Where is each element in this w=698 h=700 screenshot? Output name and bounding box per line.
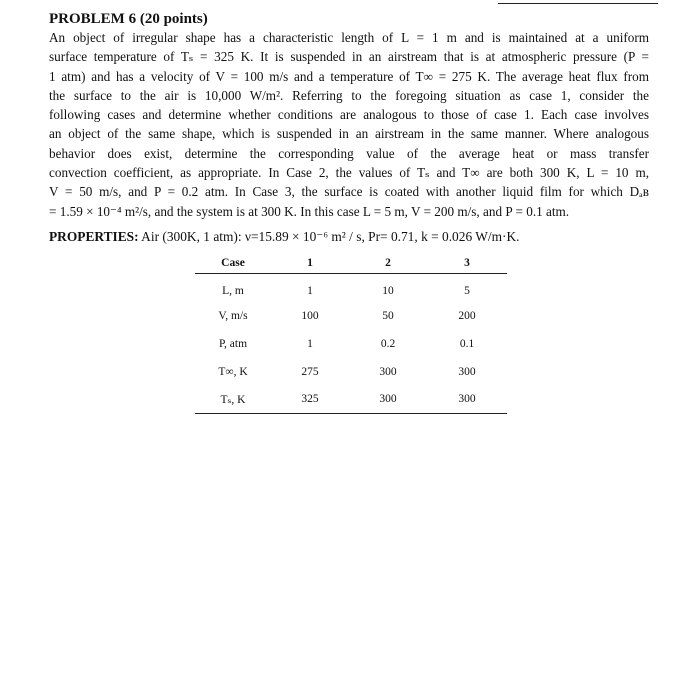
table-cell: 10 <box>382 284 394 297</box>
table-row <box>195 274 507 302</box>
header-case-2: 2 <box>385 257 391 269</box>
row-label: Tₛ, K <box>220 394 246 407</box>
table-cell: 50 <box>382 309 394 322</box>
table-cell: 300 <box>379 393 397 406</box>
header-case: Case <box>221 257 245 269</box>
table-cell: 100 <box>301 309 319 322</box>
statement-line: the surface to the air is 10,000 W/m². Referring to the foregoing situation as case 1, consider the <box>49 87 649 103</box>
problem-statement <box>49 28 649 221</box>
header-case-3: 3 <box>464 257 470 269</box>
problem-title: PROBLEM 6 (20 points) <box>49 11 208 27</box>
statement-line: behavior does exist, determine the corresponding value of the average heat or mass transfer <box>49 145 649 161</box>
statement-line: V = 50 m/s, and P = 0.2 atm. In Case 3, the surface is coated with another liquid film for which Dₐʙ <box>49 184 649 200</box>
header-case-1: 1 <box>307 257 313 269</box>
statement-line: = 1.59 × 10⁻⁴ m²/s, and the system is at 300 K. In this case L = 5 m, V = 200 m/s, and P = 0.1 atm. <box>49 203 570 219</box>
statement-line: convection coefficient, as appropriate. In Case 2, the values of Tₛ and T∞ are both 300 K, L = 10 m, <box>49 165 649 181</box>
row-label: L, m <box>222 284 244 297</box>
statement-line: surface temperature of Tₛ = 325 K. It is suspended in an airstream that is at atmospheric pressure (P = <box>49 49 649 65</box>
table-cell: 0.1 <box>459 337 475 350</box>
case-table <box>195 253 507 414</box>
table-row <box>195 302 507 330</box>
table-row <box>195 330 507 358</box>
properties-label: PROPERTIES: <box>49 229 139 244</box>
table-cell: 275 <box>301 365 319 378</box>
properties-text: Air (300K, 1 atm): ν=15.89 × 10⁻⁶ m² / s, Pr= 0.71, k = 0.026 W/m·K. <box>141 229 520 244</box>
table-cell: 1 <box>307 337 313 350</box>
statement-line: 1 atm) and has a velocity of V = 100 m/s and a temperature of T∞ = 275 K. The average heat flux from <box>49 68 649 84</box>
row-label: V, m/s <box>218 309 248 322</box>
table-row <box>195 386 507 414</box>
row-label: P, atm <box>218 337 248 350</box>
table-cell: 0.2 <box>380 337 396 350</box>
table-header-row <box>195 253 507 274</box>
row-label: T∞, K <box>218 365 248 378</box>
table-cell: 200 <box>458 309 476 322</box>
table-cell: 325 <box>301 393 319 406</box>
properties-line <box>49 229 520 245</box>
statement-line: following cases and determine whether conditions are analogous to those of case 1. Each case involves <box>49 107 649 123</box>
statement-line: An object of irregular shape has a characteristic length of L = 1 m and is maintained at a uniform <box>49 30 649 45</box>
statement-line: an object of the same shape, which is suspended in an airstream in the same manner. Where analogous <box>49 126 649 142</box>
table-cell: 1 <box>307 284 313 297</box>
table-cell: 300 <box>458 365 476 378</box>
table-cell: 5 <box>464 284 470 297</box>
table-cell: 300 <box>379 365 397 378</box>
table-cell: 300 <box>458 393 476 406</box>
table-row <box>195 358 507 386</box>
top-rule <box>498 3 658 4</box>
